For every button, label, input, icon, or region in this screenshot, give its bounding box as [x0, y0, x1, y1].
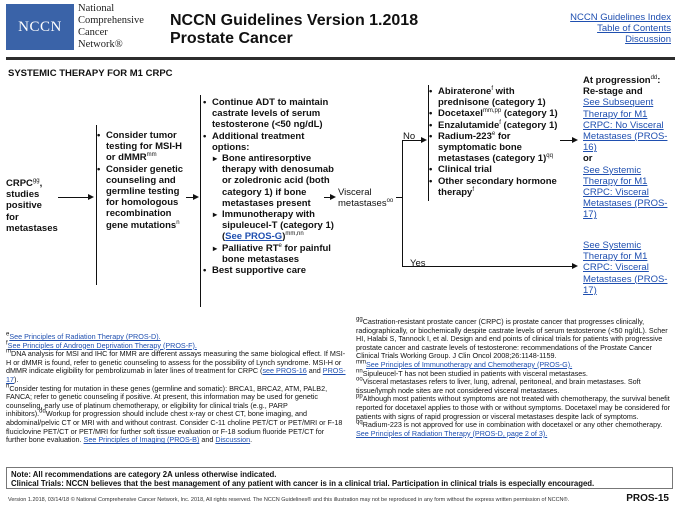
footnote	[356, 378, 674, 395]
footnote	[356, 395, 674, 421]
note-line2: Clinical Trials: NCCN believes that the best management of any patient with cancer is in a clinical trial. Participation in clinical trials is especially encouraged.	[11, 479, 595, 488]
palliative-text: Palliative RT	[222, 242, 279, 254]
fn-sup: e	[6, 331, 10, 338]
no-label: No	[403, 131, 416, 142]
immunotherapy-item: ▸ Immunotherapy with sipuleucel-T (category 1) (See PROS-G)$^{mm,nn}$	[222, 209, 334, 243]
other-sup: f	[472, 186, 474, 193]
yes-node	[583, 240, 673, 296]
docetaxel-sup: mm,pp	[482, 108, 502, 115]
crpc-rest: metastases	[6, 222, 58, 234]
palliative-rest: for painful bone metastases	[222, 242, 331, 265]
enzalutamide-tail: (category 1)	[500, 119, 558, 131]
visceral-text: Visceral metastases	[338, 187, 387, 210]
logo-line: Cancer	[78, 27, 108, 38]
footnote-link[interactable]: PROS-17	[6, 366, 346, 384]
footnote	[6, 350, 346, 384]
bracket-line	[200, 95, 201, 307]
fn-sup: f	[6, 340, 8, 347]
radium-text: Radium-223	[438, 130, 492, 142]
progression-sup: dd	[650, 74, 658, 81]
fn-text: Sipuleucel-T has not been studied in patients with visceral metastases.	[362, 368, 588, 378]
arrow-icon	[330, 194, 336, 200]
logo-abbrev: NCCN	[18, 18, 62, 35]
footnote-link[interactable]: Discussion	[215, 435, 251, 445]
discussion-link[interactable]: Discussion	[625, 34, 671, 45]
consider-genetic-text: Consider genetic counseling and germline testing for homologous recombination gene mutations	[106, 163, 184, 231]
guidelines-index-link[interactable]: NCCN Guidelines Index	[570, 12, 671, 23]
branch-line	[402, 266, 572, 267]
fn-sup: pp	[356, 393, 363, 400]
page-number: PROS-15	[626, 493, 669, 504]
radium-text2: symptomatic bone metastases (category 1)	[438, 142, 547, 165]
footnote-link[interactable]: see PROS-16	[262, 366, 307, 376]
crpc-label: CRPC	[6, 178, 33, 189]
note-box	[6, 467, 673, 489]
fn-text: Consider testing for mutation in these genes (germline and somatic): BRCA1, BRCA2, ATM, PALB2, FANCA; refer to genetic counseling if positive. At present, this information may be used for genetic counseling, early use of platinum chemotherapy, or eligibility for clinical trials (e.g., PARP inhibitors).	[6, 383, 328, 419]
crpc-rest: , studies	[6, 178, 43, 201]
consider-genetic-item	[106, 164, 192, 231]
footnote-link[interactable]: See Principles of Immunotherapy and Chemotherapy (PROS-G).	[366, 359, 573, 369]
note-line1: Note: All recommendations are category 2A unless otherwise indicated.	[11, 470, 277, 479]
footnote-link[interactable]: See Principles of Radiation Therapy (PROS-D, page 2 of 3).	[356, 428, 548, 438]
palliative-rt-item	[222, 243, 334, 265]
fn-sup: nn	[356, 368, 363, 375]
enzalutamide-text: Enzalutamide	[438, 119, 500, 131]
progression-title: At progression	[583, 75, 651, 86]
palliative-sup: e	[278, 242, 282, 249]
progression-node: At progression$^{dd}$: Re-stage and See Subsequent Therapy for M1 CRPC: No Visceral Metastases (PROS-16) or See Systemic Therapy for M1 CRPC: Visceral Metastases (PROS-17)	[583, 74, 668, 221]
enzalutamide-sup: f	[499, 119, 501, 126]
yes-label: Yes	[410, 258, 426, 269]
connector-line	[58, 197, 88, 198]
fn-text: Workup for progression should include chest x-ray or chest CT, bone imaging, and abdominal/pelvic CT or MRI with and without contrast. Consider C-11 choline PET/CT or PET/MRI or F-18 fluciclovine PET/CT or PET/MRI for further soft tissue evaluation or F-18 sodium fluoride PET/CT for further bone evaluation.	[6, 409, 343, 445]
footnote-link[interactable]: See Principles of Androgen Deprivation Therapy (PROS-F).	[7, 340, 197, 350]
crpc-rest: positive	[6, 200, 42, 212]
branch-line	[396, 197, 402, 198]
arrow-icon	[88, 194, 94, 200]
pros-17-link[interactable]: See Systemic Therapy for M1 CRPC: Visceral Metastases (PROS-17)	[583, 164, 668, 221]
footnotes-right	[356, 318, 674, 438]
section-title: SYSTEMIC THERAPY FOR M1 CRPC	[8, 68, 173, 79]
pros-16-link[interactable]: See Subsequent Therapy for M1 CRPC: No Visceral Metastases (PROS-16)	[583, 97, 668, 154]
fn-text: DNA analysis for MSI and IHC for MMR are different assays measuring the same biological effect. If MSI-H or dMMR is found, refer to genetic counseling to assess for the possibility of Lynch syndrome. MSI-H or dMMR indicate eligibility for pembrolizumab in later lines of treatment for CRPC (	[6, 349, 346, 376]
logo-line: Comprehensive	[78, 15, 144, 26]
consider-sup: mm	[146, 152, 157, 159]
page-title	[170, 12, 418, 48]
crpc-sup: gg	[32, 177, 40, 184]
radium-sup2: qq	[546, 153, 553, 160]
bone-antiresorptive-item: ▸ Bone antiresorptive therapy with denosumab or zoledronic acid (both category 1) if bone metastases present	[222, 153, 334, 209]
nccn-logo	[6, 4, 74, 50]
consider-node	[96, 130, 192, 231]
radium-tail: for	[495, 130, 511, 142]
top-links	[570, 12, 671, 45]
table-of-contents-link[interactable]: Table of Contents	[597, 23, 671, 34]
fn-sup: n	[6, 383, 10, 390]
abiraterone-item	[438, 86, 564, 108]
treatment-node	[202, 97, 334, 276]
pros-17-yes-link[interactable]: See Systemic Therapy for M1 CRPC: Visceral Metastases (PROS-17)	[583, 240, 668, 296]
abiraterone-text: Abiraterone	[438, 86, 492, 97]
docetaxel-text: Docetaxel	[438, 108, 483, 120]
enzalutamide-item	[438, 120, 564, 131]
fn-sup: qq	[356, 419, 363, 426]
connector-line	[560, 140, 572, 141]
consider-msi-item	[106, 130, 192, 164]
fn-text: Although most patients without symptoms are not treated with chemotherapy, the survival benefit reported for docetaxel applies to those with or without symptoms. Docetaxel may be considered for patients with signs of rapid progression or visceral metastases despite lack of symptoms.	[356, 394, 671, 421]
prednisone-text: prednisone (category 1)	[438, 97, 546, 109]
visceral-sup: oo	[386, 198, 394, 205]
radium-sup: e	[491, 130, 496, 137]
footnote	[356, 421, 674, 438]
footnotes-left	[6, 333, 346, 445]
title-line2: Prostate Cancer	[170, 30, 293, 47]
immunotherapy-text: Immunotherapy with sipuleucel-T (category 1)	[222, 209, 334, 232]
treatment-adt-item: • Continue ADT to maintain castrate levels of serum testosterone (<50 ng/dL)	[212, 97, 334, 131]
crpc-start-node	[6, 178, 56, 234]
best-supportive-care-item: • Best supportive care	[212, 265, 334, 276]
logo-line: Network®	[78, 39, 123, 50]
arrow-icon	[572, 263, 578, 269]
footnote: $^n$Consider testing for mutation in these genes (germline and somatic): BRCA1, BRCA2, ATM, PALB2, FANCA; refer to genetic counseling if positive. At present, this information may be used for genetic counseling, early use of platinum chemotherapy, or eligibility for clinical trials (e.g., PARP inhibitors).$^{dd}$Workup for progression should include chest x-ray or chest CT, bone imaging, and abdominal/pelvic CT or MRI with and without contrast. Consider C-11 choline PET/CT or PET/MRI or F-18 fluciclovine PET/CT or PET/MRI for further soft tissue evaluation or F-18 sodium fluoride PET/CT for further bone evaluation. See Principles of Imaging (PROS-B) and Discussion.	[6, 383, 343, 445]
fn-sup: oo	[356, 376, 363, 383]
crpc-rest: for	[6, 211, 19, 223]
copyright-footer: Version 1.2018, 03/14/18 © National Comprehensive Cancer Network, Inc. 2018, All rights reserved. The NCCN Guidelines® and this illustration may not be reproduced in any form without the express written permission of NCCN®.	[8, 497, 570, 503]
pros-g-link[interactable]: See PROS-G	[225, 231, 283, 243]
branch-line	[402, 140, 403, 266]
treatment-options-text: Additional treatment options:	[212, 130, 305, 153]
fn-text: Radium-223 is not approved for use in combination with docetaxel or any other chemotherapy.	[362, 420, 663, 430]
consider-msi-text: Consider tumor testing for MSI-H or dMMR	[106, 130, 182, 164]
fn-sup: dd	[39, 408, 46, 415]
no-options-node	[428, 86, 564, 198]
treatment-options-item	[212, 131, 334, 265]
logo-line: National	[78, 3, 115, 14]
fn-text: ).	[14, 374, 19, 384]
fn-sup: m	[6, 348, 11, 355]
radium-item	[438, 131, 564, 165]
progression-text: Re-stage and	[583, 86, 643, 98]
arrow-icon	[421, 137, 427, 143]
footnote-link[interactable]: See Principles of Imaging (PROS-B)	[83, 435, 200, 445]
header-divider	[6, 57, 675, 60]
fn-text: Visceral metastases refers to liver, lung, adrenal, peritoneal, and brain metastases. Soft tissue/lymph node sites are not considered visceral metastases.	[356, 377, 641, 395]
sip-sup: mm,nn	[285, 231, 304, 238]
fn-text: Castration-resistant prostate cancer (CRPC) is prostate cancer that progresses clinically, radiographically, or biochemically despite castrate levels of serum testosterone (<50 ng/dL). Scher HI, Halabi S, Tannock I, et al. Design and end points of clinical trials for patients with progressive prostate cancer and castrate levels of testosterone: recommendations of the Prostate Cancer Clinical Trials Working Group. J Clin Oncol 2008;26:1148-1159.	[356, 317, 668, 361]
title-line1: NCCN Guidelines Version 1.2018	[170, 12, 419, 29]
other-hormone-item	[438, 176, 564, 198]
fn-sup: mm	[356, 359, 366, 366]
docetaxel-tail: (category 1)	[501, 108, 558, 120]
arrow-icon	[572, 137, 578, 143]
fn-sup: gg	[356, 316, 363, 323]
docetaxel-item	[438, 108, 564, 119]
arrow-icon	[193, 194, 199, 200]
consider-sup: n	[176, 219, 180, 226]
or-text: or	[583, 153, 593, 165]
abiraterone-sup: f	[491, 85, 493, 92]
footnote	[356, 318, 674, 361]
other-hormone-text: Other secondary hormone therapy	[438, 175, 557, 198]
footnote-link[interactable]: See Principles of Radiation Therapy (PROS-D).	[9, 332, 161, 341]
fn-text: and	[199, 435, 216, 445]
fn-text: and	[306, 366, 323, 376]
clinical-trial-item: • Clinical trial	[438, 164, 564, 175]
abiraterone-tail: with	[493, 86, 515, 97]
visceral-node	[338, 187, 402, 209]
logo-text	[78, 3, 144, 51]
